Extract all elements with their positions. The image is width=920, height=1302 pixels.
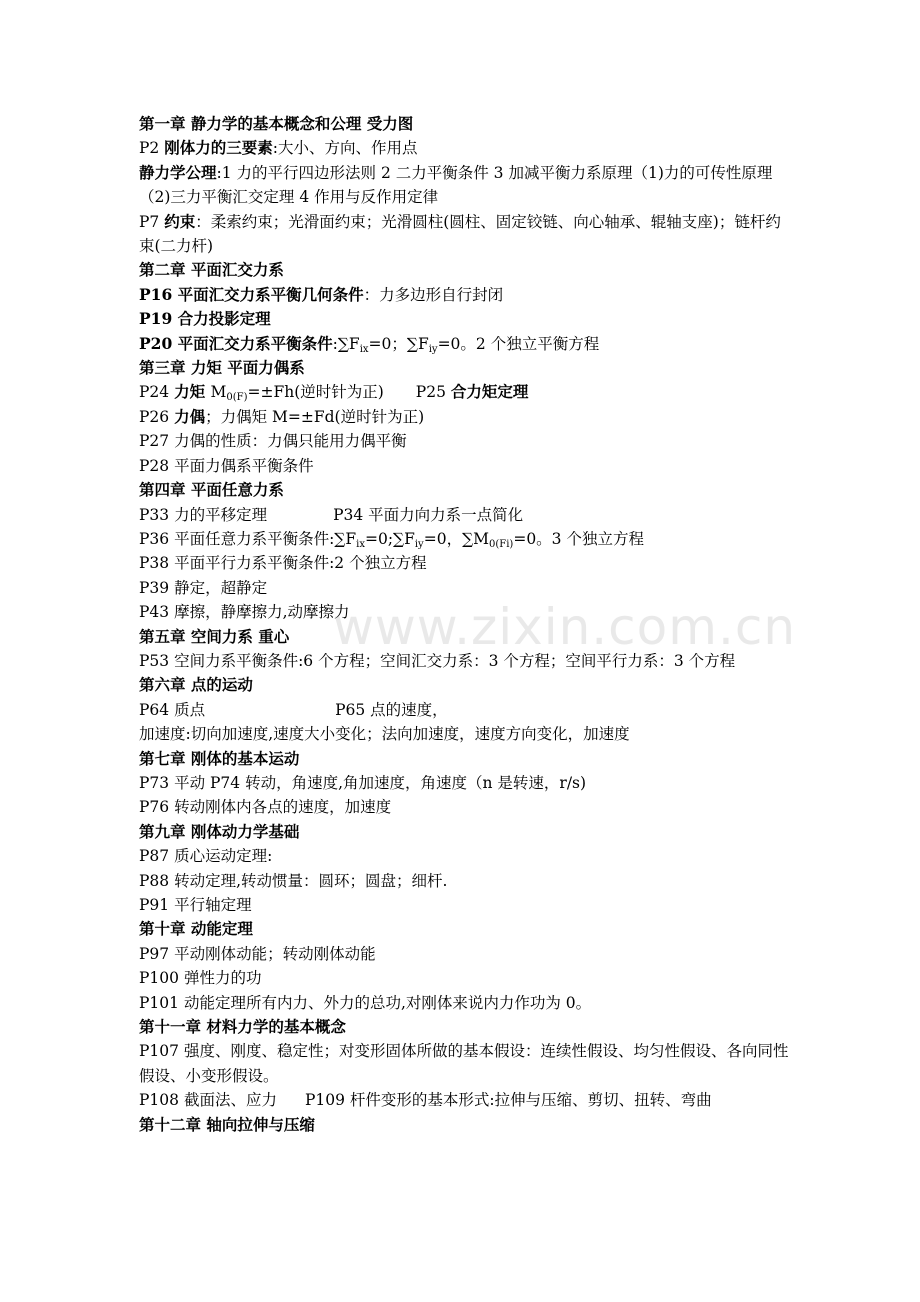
p87-line: P87 质心运动定理: <box>139 847 273 866</box>
chapter-11-title: 第十一章 材料力学的基本概念 <box>139 1017 346 1037</box>
chapter-10-title: 第十章 动能定理 <box>139 919 253 939</box>
p16-line: P16 平面汇交力系平衡几何条件：力多边形自行封闭 <box>139 284 504 304</box>
chapter-4-title: 第四章 平面任意力系 <box>139 480 284 500</box>
chapter-3-title: 第三章 力矩 平面力偶系 <box>139 358 305 378</box>
chapter-12-title: 第十二章 轴向拉伸与压缩 <box>139 1114 315 1134</box>
p76-line: P76 转动刚体内各点的速度，加速度 <box>139 798 392 817</box>
chapter-2-title: 第二章 平面汇交力系 <box>139 260 284 280</box>
p27-line: P27 力偶的性质：力偶只能用力偶平衡 <box>139 432 407 451</box>
p39-line: P39 静定，超静定 <box>139 578 268 597</box>
p26-line: P26 力偶；力偶矩 M=±Fd(逆时针为正) <box>139 406 425 426</box>
p19-line: P19 合力投影定理 <box>139 309 271 329</box>
p101-line: P101 动能定理所有内力、外力的总功,对刚体来说内力作功为 0。 <box>139 993 592 1012</box>
p100-line: P100 弹性力的功 <box>139 969 262 988</box>
acceleration-line: 加速度:切向加速度,速度大小变化；法向加速度，速度方向变化，加速度 <box>139 725 630 744</box>
chapter-5-title: 第五章 空间力系 重心 <box>139 626 290 646</box>
p24-p25-line: P24 力矩 $M_{0(F)}=\pm Fh$(逆时针为正) P25 合力矩定理 <box>139 382 529 404</box>
chapter-7-title: 第七章 刚体的基本运动 <box>139 748 300 768</box>
axioms-paragraph: 静力学公理:1 力的平行四边形法则 2 二力平衡条件 3 加减平衡力系原理（1)力的可传性原理（2)三力平衡汇交定理 4 作用与反作用定律 <box>139 162 773 207</box>
p73-p74-line: P73 平动 P74 转动，角速度,角加速度，角速度（n 是转速，r/s) <box>139 773 587 792</box>
p7-paragraph: P7 约束：柔索约束；光滑面约束；光滑圆柱(圆柱、固定铰链、向心轴承、辊轴支座)；链杆约束(二力杆) <box>139 211 781 256</box>
p28-line: P28 平面力偶系平衡条件 <box>139 456 314 475</box>
chapter-6-title: 第六章 点的运动 <box>139 675 253 695</box>
p43-line: P43 摩擦，静摩擦力,动摩擦力 <box>139 603 350 622</box>
p64-p65-line: P64 质点 P65 点的速度， <box>139 700 448 719</box>
p38-line: P38 平面平行力系平衡条件:2 个独立方程 <box>139 554 427 573</box>
p108-p109-paragraph: P108 截面法、应力 P109 杆件变形的基本形式:拉伸与压缩、剪切、扭转、弯曲 <box>139 1091 712 1110</box>
p2-line: P2 刚体力的三要素:大小、方向、作用点 <box>139 138 418 158</box>
p107-paragraph: P107 强度、刚度、稳定性；对变形固体所做的基本假设：连续性假设、均匀性假设、各向同性假设、小变形假设。 <box>139 1042 789 1085</box>
chapter-1-title: 第一章 静力学的基本概念和公理 受力图 <box>139 114 414 133</box>
p36-line: P36 平面任意力系平衡条件$:\sum F_{ix}=0;\sum F_{iy}=0$，$\sum M_{0(Fi)}=0$。3 个独立方程 <box>139 529 644 550</box>
document-body <box>139 112 791 1137</box>
p97-line: P97 平动刚体动能；转动刚体动能 <box>139 944 376 963</box>
p53-paragraph: P53 空间力系平衡条件:6 个方程；空间汇交力系：3 个方程；空间平行力系：3 个方程 <box>139 651 736 670</box>
p91-line: P91 平行轴定理 <box>139 896 252 914</box>
chapter-9-title: 第九章 刚体动力学基础 <box>139 821 300 841</box>
p20-line: P20 平面汇交力系平衡条件$:\sum F_{ix}=0$；$\sum F_{iy}=0$。2 个独立平衡方程 <box>139 333 600 355</box>
watermark: www.zixin.com.cn <box>333 598 797 656</box>
p33-p34-line: P33 力的平移定理 P34 平面力向力系一点简化 <box>139 505 524 524</box>
p88-line: P88 转动定理,转动惯量：圆环；圆盘；细杆. <box>139 871 448 890</box>
